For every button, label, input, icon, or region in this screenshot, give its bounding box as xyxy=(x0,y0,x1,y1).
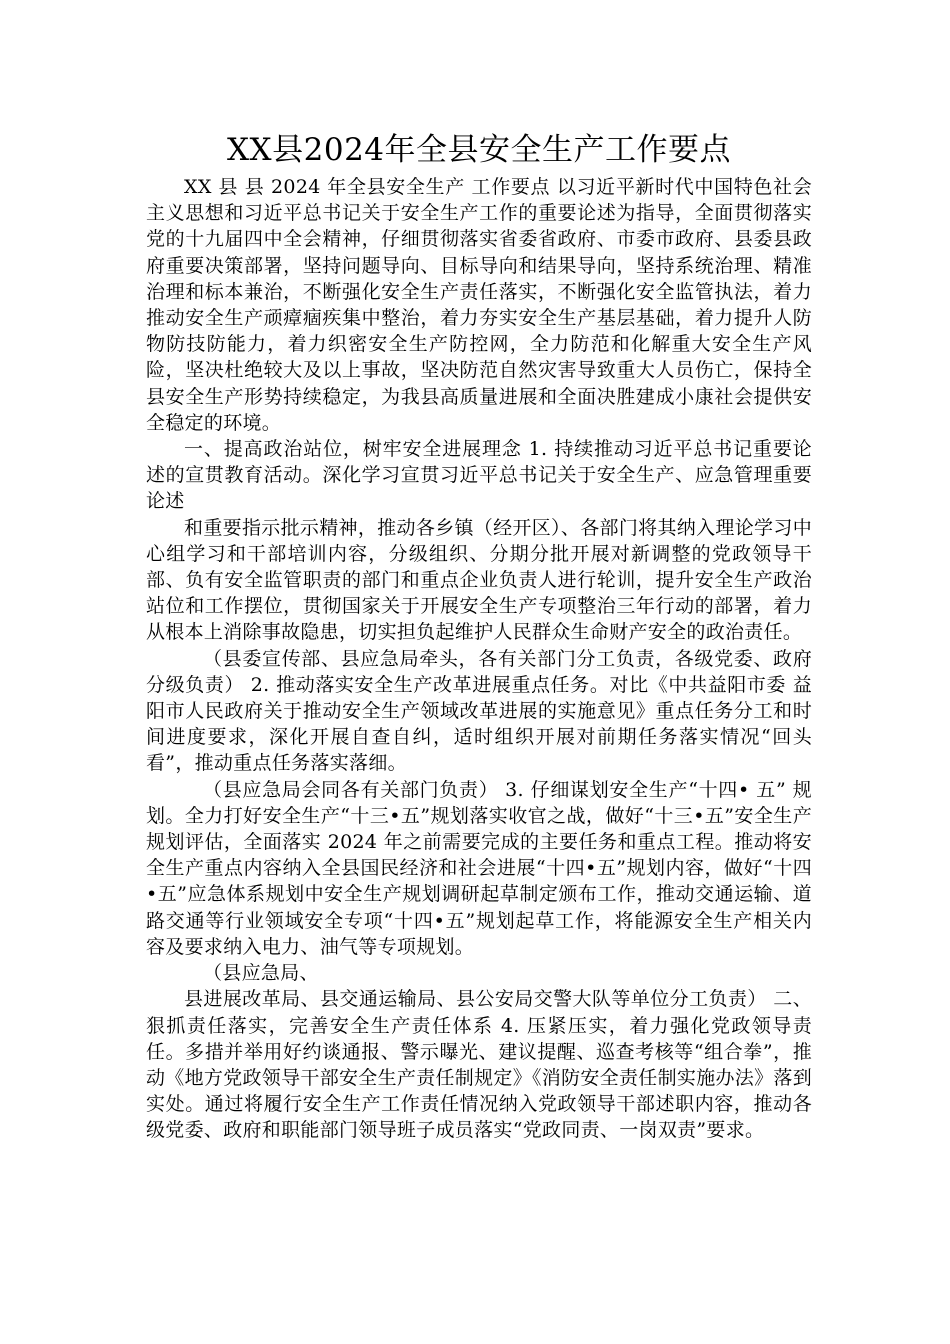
paragraph-section-one: 一、提高政治站位，树牢安全进展理念 1. 持续推动习近平总书记重要论述的宣贯教育活动。深化学习宣贯习近平总书记关于安全生产、应急管理重要论述 xyxy=(146,438,812,513)
document-body xyxy=(146,174,812,1144)
paragraph-section-two: 县进展改革局、县交通运输局、县公安局交警大队等单位分工负责） 二、狠抓责任落实，完善安全生产责任体系 4. 压紧压实，着力强化党政领导责任。多措并举用好约谈通报、警示曝光、建议提醒、巡查考核等“组合拳”，推动《地方党政领导干部安全生产责任制规定》《消防安全责任制实施办法》落到实处。通过将履行安全生产工作责任情况纳入党政领导干部述职内容，推动各级党委、政府和职能部门领导班子成员落实“党政同责、一岗双责”要求。 xyxy=(146,988,813,1142)
paragraph-fragment: （县应急局、 xyxy=(203,962,319,985)
paragraph-training: 和重要指示批示精神，推动各乡镇（经开区）、各部门将其纳入理论学习中心组学习和干部培训内容，分级组织、分期分批开展对新调整的党政领导干部、负有安全监管职责的部门和重点企业负责人进行轮训，提升安全生产政治站位和工作摆位，贯彻国家关于开展安全生产专项整治三年行动的部署，着力从根本上消除事故隐患，切实担负起维护人民群众生命财产安全的政治责任。 xyxy=(146,516,812,644)
document-title: XX县2024年全县安全生产工作要点 xyxy=(226,132,732,168)
paragraph-planning: （县应急局会同各有关部门负责） 3. 仔细谋划安全生产“十四• 五” 规划。全力打好安全生产“十三•五”规划落实收官之战，做好“十三•五”安全生产规划评估，全面落实 2024 年之前需要完成的主要任务和重点工程。推动将安全生产重点内容纳入全县国民经济和社会进展“十四•五”规划内容，做好“十四•五”应急体系规划中安全生产规划调研起草制定颁布工作，推动交通运输、道路交通等行业领域安全专项“十四•五”规划起草工作，将能源安全生产相关内容及要求纳入电力、油气等专项规划。 xyxy=(146,778,812,958)
paragraph-reform: （县委宣传部、县应急局牵头，各有关部门分工负责，各级党委、政府分级负责） 2. 推动落实安全生产改革进展重点任务。对比《中共益阳市委 益阳市人民政府关于推动安全生产领域改革进展的实施意见》重点任务分工和时间进度要求，深化开展自查自纠，适时组织开展对前期任务落实情况“回头看”，推动重点任务落实落细。 xyxy=(146,647,812,775)
paragraph-intro: XX 县 县 2024 年全县安全生产 工作要点 以习近平新时代中国特色社会主义思想和习近平总书记关于安全生产工作的重要论述为指导，全面贯彻落实党的十九届四中全会精神，仔细贯彻落实省委省政府、市委市政府、县委县政府重要决策部署，坚持问题导向、目标导向和结果导向，坚持系统治理、精准治理和标本兼治，不断强化安全生产责任落实，不断强化安全监管执法，着力推动安全生产顽瘴痼疾集中整治，着力夯实安全生产基层基础，着力提升人防物防技防能力，着力织密安全生产防控网，全力防范和化解重大安全生产风险，坚决杜绝较大及以上事故，坚决防范自然灾害导致重大人员伤亡，保持全县安全生产形势持续稳定，为我县高质量进展和全面决胜建成小康社会提供安全稳定的环境。 xyxy=(146,176,812,434)
